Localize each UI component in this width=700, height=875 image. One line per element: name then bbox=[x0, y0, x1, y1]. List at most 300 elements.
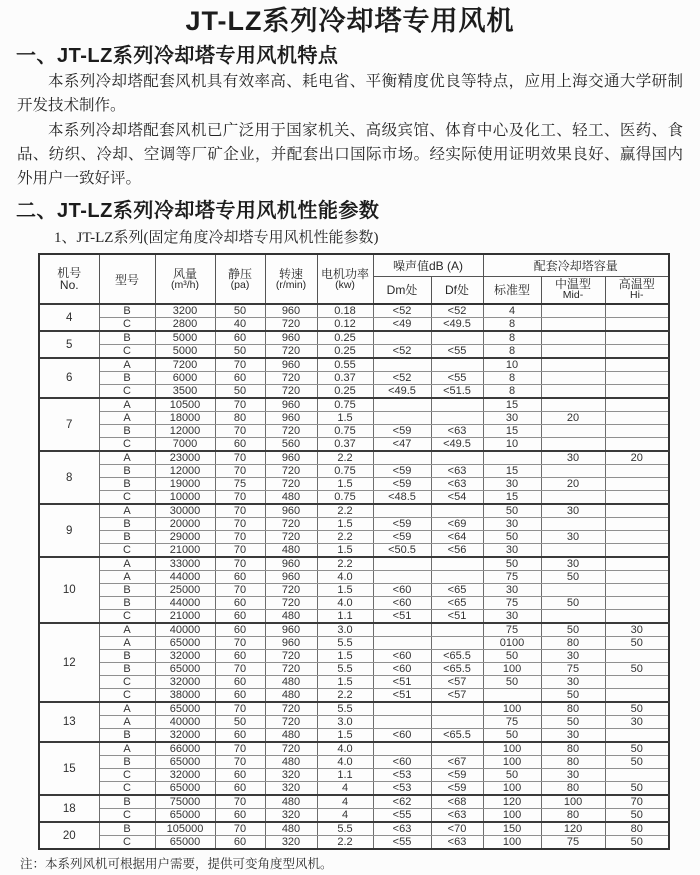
motor-power-cell: 0.18 bbox=[317, 304, 373, 318]
machine-no-cell: 10 bbox=[39, 557, 99, 623]
standard-tower-cell: 8 bbox=[483, 331, 541, 345]
high-temp-tower-cell bbox=[605, 531, 669, 544]
standard-tower-cell: 120 bbox=[483, 795, 541, 809]
speed-cell: 720 bbox=[265, 478, 317, 491]
mid-temp-tower-cell bbox=[541, 438, 605, 452]
airflow-cell: 65000 bbox=[155, 756, 215, 769]
standard-tower-cell: 50 bbox=[483, 729, 541, 743]
col-header-high-temp-type: 高温型 Hi- bbox=[605, 276, 669, 304]
model-cell: B bbox=[99, 304, 155, 318]
table-row bbox=[39, 478, 669, 491]
speed-cell: 720 bbox=[265, 716, 317, 729]
model-cell: B bbox=[99, 465, 155, 478]
model-cell: B bbox=[99, 518, 155, 531]
airflow-cell: 10000 bbox=[155, 491, 215, 505]
noise-dm-cell bbox=[373, 702, 431, 716]
static-pressure-cell: 60 bbox=[215, 331, 265, 345]
noise-dm-cell bbox=[373, 504, 431, 518]
noise-df-cell: <52 bbox=[431, 304, 483, 318]
standard-tower-cell: 100 bbox=[483, 663, 541, 676]
model-cell: B bbox=[99, 756, 155, 769]
high-temp-tower-cell bbox=[605, 398, 669, 412]
motor-power-cell: 1.1 bbox=[317, 769, 373, 782]
table-row bbox=[39, 385, 669, 399]
motor-power-cell: 0.37 bbox=[317, 438, 373, 452]
airflow-cell: 65000 bbox=[155, 663, 215, 676]
mid-temp-tower-cell bbox=[541, 518, 605, 531]
speed-cell: 960 bbox=[265, 557, 317, 571]
speed-cell: 480 bbox=[265, 729, 317, 743]
model-cell: B bbox=[99, 372, 155, 385]
airflow-cell: 25000 bbox=[155, 584, 215, 597]
noise-dm-cell: <63 bbox=[373, 822, 431, 836]
table-row bbox=[39, 412, 669, 425]
mid-temp-tower-cell: 30 bbox=[541, 504, 605, 518]
mid-temp-tower-cell: 80 bbox=[541, 809, 605, 823]
table-body bbox=[39, 304, 669, 849]
standard-tower-cell: 100 bbox=[483, 836, 541, 850]
standard-tower-cell: 8 bbox=[483, 372, 541, 385]
static-pressure-cell: 70 bbox=[215, 756, 265, 769]
mid-temp-tower-cell: 50 bbox=[541, 689, 605, 703]
high-temp-tower-cell bbox=[605, 331, 669, 345]
high-temp-tower-cell bbox=[605, 518, 669, 531]
static-pressure-cell: 50 bbox=[215, 345, 265, 359]
noise-dm-cell: <62 bbox=[373, 795, 431, 809]
noise-df-cell: <65.5 bbox=[431, 650, 483, 663]
mid-temp-tower-cell: 80 bbox=[541, 782, 605, 796]
table-row bbox=[39, 518, 669, 531]
standard-tower-cell: 100 bbox=[483, 782, 541, 796]
noise-dm-cell: <52 bbox=[373, 304, 431, 318]
motor-power-cell: 2.2 bbox=[317, 689, 373, 703]
mid-temp-tower-cell: 50 bbox=[541, 623, 605, 637]
mid-temp-tower-cell: 30 bbox=[541, 676, 605, 689]
table-row bbox=[39, 689, 669, 703]
table-row bbox=[39, 491, 669, 505]
noise-dm-cell bbox=[373, 637, 431, 650]
motor-power-cell: 1.5 bbox=[317, 650, 373, 663]
mid-temp-tower-cell: 80 bbox=[541, 702, 605, 716]
standard-tower-cell: 8 bbox=[483, 345, 541, 359]
noise-dm-cell bbox=[373, 358, 431, 372]
airflow-cell: 23000 bbox=[155, 451, 215, 465]
mid-temp-tower-cell: 75 bbox=[541, 663, 605, 676]
mid-temp-tower-cell: 30 bbox=[541, 451, 605, 465]
airflow-cell: 44000 bbox=[155, 597, 215, 610]
table-row bbox=[39, 531, 669, 544]
motor-power-cell: 4.0 bbox=[317, 571, 373, 584]
noise-dm-cell: <60 bbox=[373, 584, 431, 597]
noise-dm-cell: <59 bbox=[373, 531, 431, 544]
motor-power-cell: 0.12 bbox=[317, 318, 373, 332]
speed-cell: 960 bbox=[265, 358, 317, 372]
static-pressure-cell: 60 bbox=[215, 610, 265, 624]
noise-dm-cell: <48.5 bbox=[373, 491, 431, 505]
standard-tower-cell: 100 bbox=[483, 702, 541, 716]
high-temp-tower-cell: 30 bbox=[605, 716, 669, 729]
airflow-cell: 3500 bbox=[155, 385, 215, 399]
noise-df-cell: <63 bbox=[431, 836, 483, 850]
table-row bbox=[39, 822, 669, 836]
high-temp-tower-cell bbox=[605, 491, 669, 505]
motor-power-cell: 0.25 bbox=[317, 345, 373, 359]
static-pressure-cell: 50 bbox=[215, 716, 265, 729]
mid-temp-tower-cell: 30 bbox=[541, 650, 605, 663]
standard-tower-cell: 50 bbox=[483, 504, 541, 518]
high-temp-tower-cell: 20 bbox=[605, 451, 669, 465]
static-pressure-cell: 60 bbox=[215, 809, 265, 823]
noise-df-cell: <67 bbox=[431, 756, 483, 769]
static-pressure-cell: 70 bbox=[215, 822, 265, 836]
noise-dm-cell: <60 bbox=[373, 729, 431, 743]
standard-tower-cell: 0100 bbox=[483, 637, 541, 650]
model-cell: B bbox=[99, 795, 155, 809]
high-temp-tower-cell: 50 bbox=[605, 756, 669, 769]
mid-temp-tower-cell bbox=[541, 318, 605, 332]
motor-power-cell: 4.0 bbox=[317, 597, 373, 610]
high-temp-tower-cell bbox=[605, 478, 669, 491]
machine-no-cell: 13 bbox=[39, 702, 99, 742]
model-cell: A bbox=[99, 358, 155, 372]
noise-df-cell: <56 bbox=[431, 544, 483, 558]
table-row bbox=[39, 451, 669, 465]
airflow-cell: 75000 bbox=[155, 795, 215, 809]
static-pressure-cell: 80 bbox=[215, 412, 265, 425]
noise-dm-cell bbox=[373, 398, 431, 412]
high-temp-tower-cell: 50 bbox=[605, 836, 669, 850]
airflow-cell: 40000 bbox=[155, 623, 215, 637]
speed-cell: 720 bbox=[265, 345, 317, 359]
airflow-cell: 21000 bbox=[155, 544, 215, 558]
model-cell: C bbox=[99, 318, 155, 332]
table-row bbox=[39, 836, 669, 850]
motor-power-cell: 4 bbox=[317, 782, 373, 796]
col-header-noise-group: 噪声值dB (A) bbox=[373, 254, 483, 276]
mid-temp-tower-cell bbox=[541, 345, 605, 359]
table-row bbox=[39, 345, 669, 359]
noise-df-cell bbox=[431, 702, 483, 716]
model-cell: B bbox=[99, 478, 155, 491]
speed-cell: 720 bbox=[265, 385, 317, 399]
standard-tower-cell: 50 bbox=[483, 531, 541, 544]
static-pressure-cell: 70 bbox=[215, 702, 265, 716]
model-cell: A bbox=[99, 702, 155, 716]
static-pressure-cell: 70 bbox=[215, 531, 265, 544]
static-pressure-cell: 70 bbox=[215, 663, 265, 676]
noise-df-cell: <68 bbox=[431, 795, 483, 809]
machine-no-cell: 12 bbox=[39, 623, 99, 702]
noise-df-cell: <69 bbox=[431, 518, 483, 531]
high-temp-tower-cell bbox=[605, 557, 669, 571]
airflow-cell: 32000 bbox=[155, 676, 215, 689]
standard-tower-cell: 100 bbox=[483, 809, 541, 823]
motor-power-cell: 5.5 bbox=[317, 663, 373, 676]
mid-temp-tower-cell: 20 bbox=[541, 412, 605, 425]
standard-tower-cell: 8 bbox=[483, 385, 541, 399]
col-header-tower-capacity-group: 配套冷却塔容量 bbox=[483, 254, 669, 276]
machine-no-cell: 15 bbox=[39, 742, 99, 795]
machine-no-cell: 6 bbox=[39, 358, 99, 398]
airflow-cell: 66000 bbox=[155, 742, 215, 756]
high-temp-tower-cell bbox=[605, 438, 669, 452]
mid-temp-tower-cell: 80 bbox=[541, 756, 605, 769]
static-pressure-cell: 60 bbox=[215, 597, 265, 610]
noise-df-cell bbox=[431, 358, 483, 372]
noise-df-cell bbox=[431, 716, 483, 729]
high-temp-tower-cell bbox=[605, 729, 669, 743]
noise-df-cell: <64 bbox=[431, 531, 483, 544]
airflow-cell: 7000 bbox=[155, 438, 215, 452]
noise-dm-cell: <53 bbox=[373, 769, 431, 782]
motor-power-cell: 4 bbox=[317, 809, 373, 823]
standard-tower-cell: 15 bbox=[483, 425, 541, 438]
table-row bbox=[39, 544, 669, 558]
high-temp-tower-cell: 50 bbox=[605, 809, 669, 823]
motor-power-cell: 1.5 bbox=[317, 478, 373, 491]
motor-power-cell: 0.75 bbox=[317, 465, 373, 478]
airflow-cell: 3200 bbox=[155, 304, 215, 318]
noise-df-cell bbox=[431, 557, 483, 571]
mid-temp-tower-cell: 30 bbox=[541, 557, 605, 571]
noise-df-cell: <54 bbox=[431, 491, 483, 505]
machine-no-cell: 5 bbox=[39, 331, 99, 358]
model-cell: C bbox=[99, 491, 155, 505]
paragraph-2: 本系列冷却塔配套风机已广泛用于国家机关、高级宾馆、体育中心及化工、轻工、医药、食品、纺织、冷却、空调等厂矿企业，并配套出口国际市场。经实际使用证明效果良好、赢得国内外用户一致好评。 bbox=[17, 122, 683, 187]
section-1-heading: 一、JT-LZ系列冷却塔专用风机特点 bbox=[16, 45, 339, 67]
noise-df-cell: <49.5 bbox=[431, 318, 483, 332]
static-pressure-cell: 60 bbox=[215, 782, 265, 796]
static-pressure-cell: 60 bbox=[215, 623, 265, 637]
noise-dm-cell: <60 bbox=[373, 663, 431, 676]
speed-cell: 960 bbox=[265, 637, 317, 650]
speed-cell: 720 bbox=[265, 584, 317, 597]
standard-tower-cell: 150 bbox=[483, 822, 541, 836]
model-cell: B bbox=[99, 584, 155, 597]
high-temp-tower-cell: 70 bbox=[605, 795, 669, 809]
noise-dm-cell bbox=[373, 571, 431, 584]
mid-temp-tower-cell: 80 bbox=[541, 637, 605, 650]
mid-temp-tower-cell bbox=[541, 491, 605, 505]
table-row bbox=[39, 398, 669, 412]
speed-cell: 320 bbox=[265, 769, 317, 782]
noise-df-cell bbox=[431, 412, 483, 425]
noise-dm-cell: <49.5 bbox=[373, 385, 431, 399]
noise-dm-cell: <47 bbox=[373, 438, 431, 452]
performance-table bbox=[38, 253, 670, 850]
airflow-cell: 29000 bbox=[155, 531, 215, 544]
motor-power-cell: 0.55 bbox=[317, 358, 373, 372]
mid-temp-tower-cell: 30 bbox=[541, 729, 605, 743]
airflow-cell: 12000 bbox=[155, 425, 215, 438]
standard-tower-cell: 50 bbox=[483, 557, 541, 571]
standard-tower-cell: 75 bbox=[483, 623, 541, 637]
mid-temp-tower-cell bbox=[541, 584, 605, 597]
col-header-static-pressure: 静压 (pa) bbox=[215, 254, 265, 304]
high-temp-tower-cell bbox=[605, 610, 669, 624]
speed-cell: 480 bbox=[265, 756, 317, 769]
model-cell: C bbox=[99, 782, 155, 796]
mid-temp-tower-cell: 50 bbox=[541, 571, 605, 584]
static-pressure-cell: 60 bbox=[215, 438, 265, 452]
model-cell: B bbox=[99, 822, 155, 836]
table-row bbox=[39, 702, 669, 716]
airflow-cell: 5000 bbox=[155, 331, 215, 345]
high-temp-tower-cell bbox=[605, 425, 669, 438]
standard-tower-cell: 8 bbox=[483, 318, 541, 332]
standard-tower-cell: 30 bbox=[483, 412, 541, 425]
noise-dm-cell: <51 bbox=[373, 676, 431, 689]
speed-cell: 960 bbox=[265, 331, 317, 345]
noise-dm-cell: <49 bbox=[373, 318, 431, 332]
model-cell: A bbox=[99, 571, 155, 584]
noise-df-cell: <51.5 bbox=[431, 385, 483, 399]
model-cell: A bbox=[99, 398, 155, 412]
machine-no-cell: 4 bbox=[39, 304, 99, 331]
mid-temp-tower-cell: 20 bbox=[541, 478, 605, 491]
high-temp-tower-cell: 50 bbox=[605, 637, 669, 650]
speed-cell: 720 bbox=[265, 531, 317, 544]
noise-dm-cell: <51 bbox=[373, 689, 431, 703]
airflow-cell: 21000 bbox=[155, 610, 215, 624]
table-row bbox=[39, 610, 669, 624]
col-header-standard-type: 标准型 bbox=[483, 276, 541, 304]
noise-df-cell bbox=[431, 637, 483, 650]
noise-df-cell: <65 bbox=[431, 584, 483, 597]
model-cell: B bbox=[99, 425, 155, 438]
speed-cell: 480 bbox=[265, 822, 317, 836]
noise-dm-cell bbox=[373, 331, 431, 345]
model-cell: C bbox=[99, 689, 155, 703]
table-row bbox=[39, 795, 669, 809]
mid-temp-tower-cell: 30 bbox=[541, 531, 605, 544]
standard-tower-cell: 30 bbox=[483, 478, 541, 491]
section-2-heading: 二、JT-LZ系列冷却塔专用风机性能参数 bbox=[16, 200, 380, 222]
static-pressure-cell: 70 bbox=[215, 425, 265, 438]
motor-power-cell: 1.5 bbox=[317, 518, 373, 531]
noise-df-cell: <65.5 bbox=[431, 663, 483, 676]
col-header-airflow: 风量 (m³/h) bbox=[155, 254, 215, 304]
static-pressure-cell: 60 bbox=[215, 676, 265, 689]
airflow-cell: 65000 bbox=[155, 836, 215, 850]
model-cell: A bbox=[99, 637, 155, 650]
machine-no-cell: 18 bbox=[39, 795, 99, 822]
table-row bbox=[39, 809, 669, 823]
airflow-cell: 12000 bbox=[155, 465, 215, 478]
airflow-cell: 30000 bbox=[155, 504, 215, 518]
speed-cell: 960 bbox=[265, 451, 317, 465]
airflow-cell: 65000 bbox=[155, 637, 215, 650]
speed-cell: 320 bbox=[265, 836, 317, 850]
high-temp-tower-cell bbox=[605, 769, 669, 782]
airflow-cell: 65000 bbox=[155, 782, 215, 796]
noise-dm-cell bbox=[373, 412, 431, 425]
noise-df-cell bbox=[431, 398, 483, 412]
model-cell: C bbox=[99, 676, 155, 689]
speed-cell: 720 bbox=[265, 518, 317, 531]
table-row bbox=[39, 358, 669, 372]
speed-cell: 560 bbox=[265, 438, 317, 452]
airflow-cell: 32000 bbox=[155, 769, 215, 782]
noise-df-cell: <55 bbox=[431, 372, 483, 385]
paragraph-1: 本系列冷却塔配套风机具有效率高、耗电省、平衡精度优良等特点，应用上海交通大学研制开发技术制作。 bbox=[17, 73, 683, 114]
standard-tower-cell: 15 bbox=[483, 491, 541, 505]
model-cell: A bbox=[99, 742, 155, 756]
col-header-mid-temp-type: 中温型 Mid- bbox=[541, 276, 605, 304]
airflow-cell: 38000 bbox=[155, 689, 215, 703]
noise-df-cell bbox=[431, 451, 483, 465]
motor-power-cell: 4.0 bbox=[317, 756, 373, 769]
mid-temp-tower-cell bbox=[541, 331, 605, 345]
airflow-cell: 6000 bbox=[155, 372, 215, 385]
motor-power-cell: 1.5 bbox=[317, 584, 373, 597]
page-title: JT-LZ系列冷却塔专用风机 bbox=[185, 6, 515, 36]
speed-cell: 720 bbox=[265, 742, 317, 756]
high-temp-tower-cell bbox=[605, 676, 669, 689]
static-pressure-cell: 70 bbox=[215, 795, 265, 809]
model-cell: C bbox=[99, 610, 155, 624]
table-row bbox=[39, 331, 669, 345]
speed-cell: 720 bbox=[265, 702, 317, 716]
airflow-cell: 19000 bbox=[155, 478, 215, 491]
noise-dm-cell: <60 bbox=[373, 756, 431, 769]
high-temp-tower-cell bbox=[605, 465, 669, 478]
model-cell: C bbox=[99, 438, 155, 452]
noise-dm-cell bbox=[373, 557, 431, 571]
airflow-cell: 40000 bbox=[155, 716, 215, 729]
table-row bbox=[39, 782, 669, 796]
table-row bbox=[39, 756, 669, 769]
table-header bbox=[39, 254, 669, 304]
model-cell: B bbox=[99, 597, 155, 610]
noise-dm-cell: <53 bbox=[373, 782, 431, 796]
noise-dm-cell: <55 bbox=[373, 836, 431, 850]
airflow-cell: 44000 bbox=[155, 571, 215, 584]
speed-cell: 480 bbox=[265, 795, 317, 809]
col-header-noise-df: Df处 bbox=[431, 276, 483, 304]
mid-temp-tower-cell bbox=[541, 465, 605, 478]
speed-cell: 320 bbox=[265, 809, 317, 823]
motor-power-cell: 0.25 bbox=[317, 331, 373, 345]
high-temp-tower-cell bbox=[605, 372, 669, 385]
mid-temp-tower-cell: 50 bbox=[541, 597, 605, 610]
table-row bbox=[39, 504, 669, 518]
table-row bbox=[39, 304, 669, 318]
mid-temp-tower-cell bbox=[541, 544, 605, 558]
speed-cell: 960 bbox=[265, 398, 317, 412]
mid-temp-tower-cell bbox=[541, 358, 605, 372]
standard-tower-cell: 4 bbox=[483, 304, 541, 318]
model-cell: C bbox=[99, 345, 155, 359]
speed-cell: 720 bbox=[265, 465, 317, 478]
motor-power-cell: 0.75 bbox=[317, 398, 373, 412]
noise-df-cell bbox=[431, 571, 483, 584]
table-row bbox=[39, 438, 669, 452]
airflow-cell: 65000 bbox=[155, 809, 215, 823]
speed-cell: 720 bbox=[265, 372, 317, 385]
high-temp-tower-cell: 50 bbox=[605, 702, 669, 716]
noise-df-cell: <59 bbox=[431, 769, 483, 782]
standard-tower-cell: 15 bbox=[483, 465, 541, 478]
noise-df-cell: <51 bbox=[431, 610, 483, 624]
model-cell: B bbox=[99, 650, 155, 663]
static-pressure-cell: 70 bbox=[215, 742, 265, 756]
high-temp-tower-cell bbox=[605, 689, 669, 703]
standard-tower-cell bbox=[483, 689, 541, 703]
static-pressure-cell: 70 bbox=[215, 451, 265, 465]
static-pressure-cell: 70 bbox=[215, 557, 265, 571]
machine-no-cell: 20 bbox=[39, 822, 99, 849]
